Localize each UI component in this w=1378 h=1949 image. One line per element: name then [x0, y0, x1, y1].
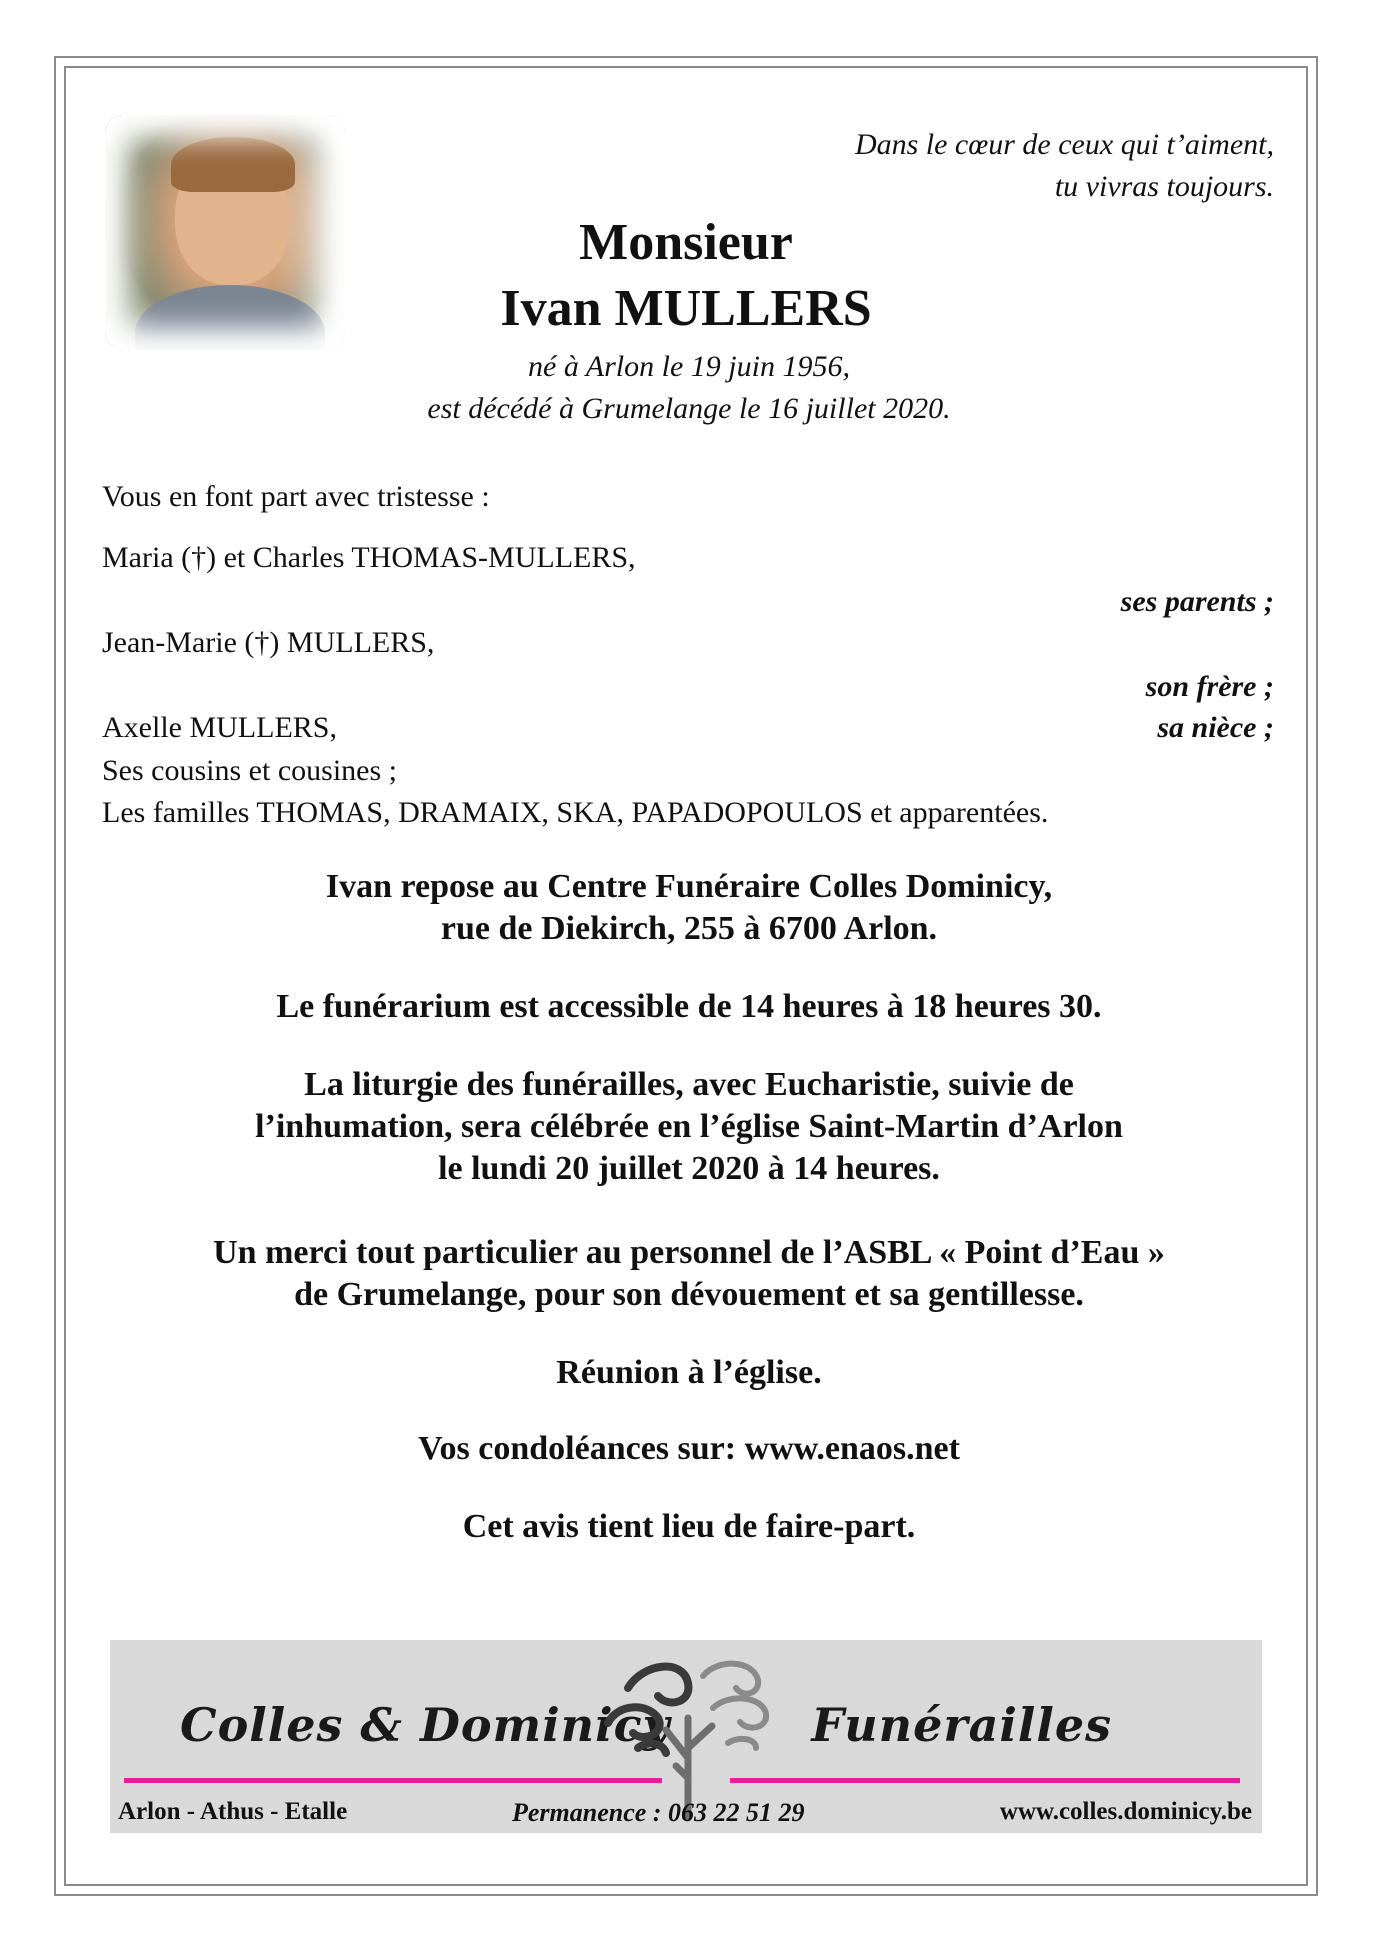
thanks-line-2: de Grumelange, pour son dévouement et sa gentillesse.: [294, 1276, 1084, 1313]
meeting-line: Réunion à l’église.: [556, 1354, 822, 1391]
accent-line-right: [730, 1778, 1240, 1783]
notice-line: Cet avis tient lieu de faire-part.: [462, 1508, 916, 1545]
repose-block: [70, 866, 1308, 950]
family-row-3: [102, 707, 1274, 749]
family-relation-1: ses parents ;: [1120, 585, 1274, 618]
epigraph: [855, 124, 1274, 208]
accent-line-left: [124, 1778, 662, 1783]
family-relation-2: son frère ;: [1145, 670, 1274, 703]
liturgy-line-1: La liturgie des funérailles, avec Eucharistie, suivie de: [304, 1066, 1074, 1103]
thanks-line-1: Un merci tout particulier au personnel de l’ASBL « Point d’Eau »: [213, 1234, 1165, 1271]
families-line: Les familles THOMAS, DRAMAIX, SKA, PAPADOPOULOS et apparentées.: [102, 796, 1049, 829]
liturgy-block: [70, 1064, 1308, 1190]
liturgy-line-2: l’inhumation, sera célébrée en l’église Saint-Martin d’Arlon: [255, 1108, 1123, 1145]
brand-funerailles: Funérailles: [811, 1698, 1112, 1752]
funeral-home-banner: [110, 1640, 1262, 1833]
epigraph-line-1: Dans le cœur de ceux qui t’aiment,: [854, 128, 1274, 161]
repose-line-2: rue de Diekirch, 255 à 6700 Arlon.: [440, 910, 938, 947]
condolences-line: Vos condoléances sur: www.enaos.net: [418, 1430, 960, 1467]
family-names-3: Axelle MULLERS,: [102, 711, 337, 744]
birth-line: né à Arlon le 19 juin 1956,: [528, 350, 850, 383]
website-link[interactable]: www.colles.dominicy.be: [999, 1798, 1252, 1825]
liturgy-line-3: le lundi 20 juillet 2020 à 14 heures.: [438, 1150, 940, 1187]
civility: Monsieur: [579, 214, 793, 271]
thanks-block: [70, 1232, 1308, 1316]
deceased-name: Ivan MULLERS: [500, 280, 872, 337]
locations: Arlon - Athus - Etalle: [118, 1798, 348, 1825]
brand-name: Colles & Dominicy: [180, 1698, 671, 1752]
hours-line: Le funérarium est accessible de 14 heures à 18 heures 30.: [276, 988, 1102, 1025]
family-relation-3: sa nièce ;: [1157, 711, 1274, 744]
death-line: est décédé à Grumelange le 16 juillet 2020.: [427, 392, 951, 425]
repose-line-1: Ivan repose au Centre Funéraire Colles Dominicy,: [325, 868, 1053, 905]
life-dates: [0, 346, 1378, 430]
epigraph-line-2: tu vivras toujours.: [1054, 170, 1274, 203]
family-names-2: Jean-Marie (†) MULLERS,: [102, 626, 435, 659]
phone-permanence: Permanence : 063 22 51 29: [512, 1798, 805, 1827]
intro-line: Vous en font part avec tristesse :: [102, 480, 490, 513]
cousins-line: Ses cousins et cousines ;: [102, 754, 397, 787]
family-names-1: Maria (†) et Charles THOMAS-MULLERS,: [102, 541, 636, 574]
